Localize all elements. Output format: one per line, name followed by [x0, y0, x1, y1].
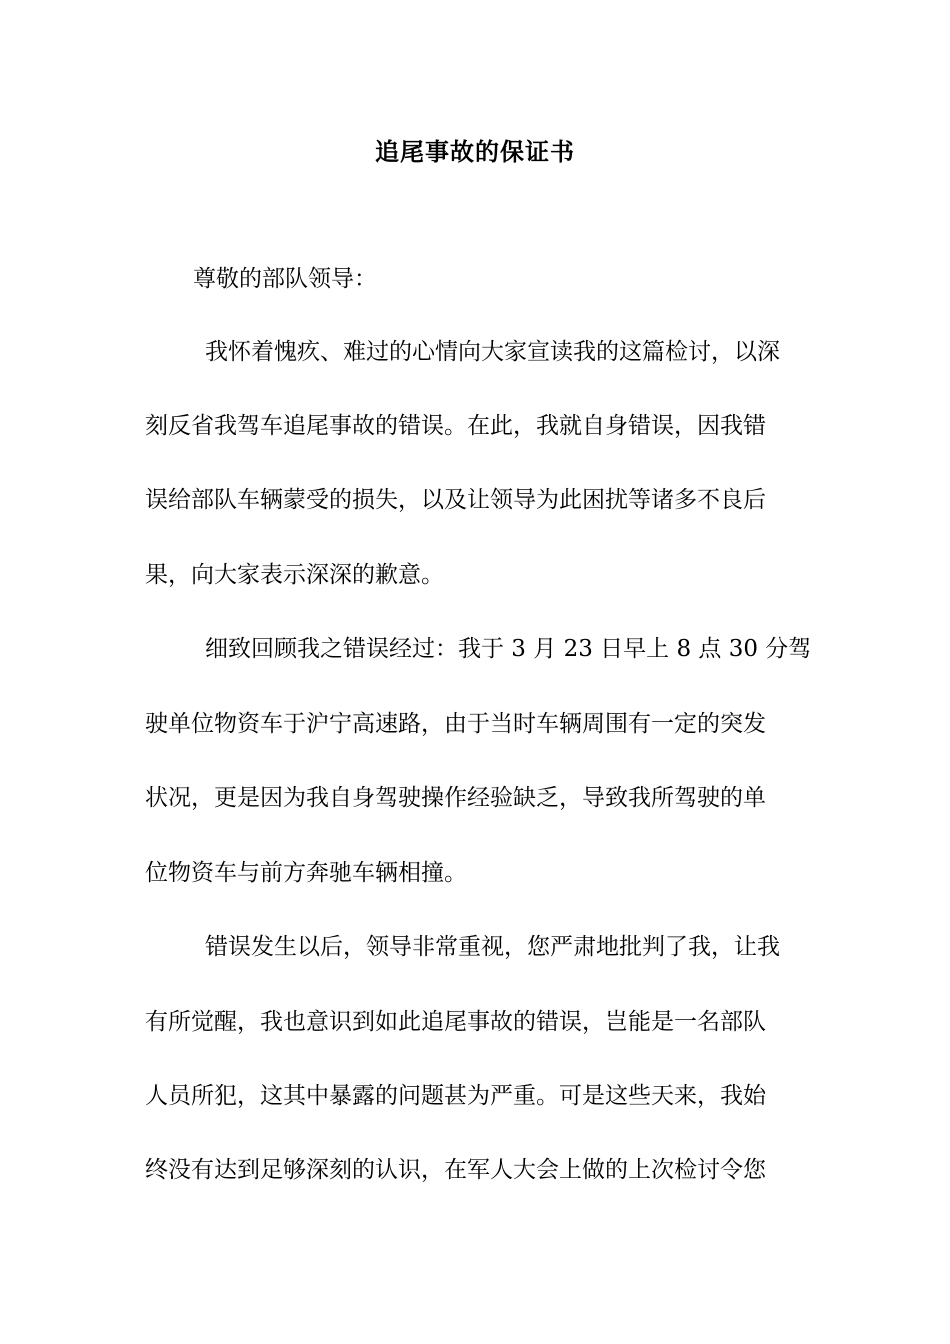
body-line: 误给部队车辆蒙受的损失，以及让领导为此困扰等诸多不良后 — [145, 487, 766, 513]
body-line: 刻反省我驾车追尾事故的错误。在此，我就自身错误，因我错 — [145, 413, 766, 439]
body-line: 人员所犯，这其中暴露的问题甚为严重。可是这些天来，我始 — [145, 1083, 766, 1109]
document-title: 追尾事故的保证书 — [375, 137, 575, 166]
body-line: 有所觉醒，我也意识到如此追尾事故的错误，岂能是一名部队 — [145, 1009, 766, 1035]
body-line: 驶单位物资车于沪宁高速路，由于当时车辆周围有一定的突发 — [145, 711, 766, 737]
body-line: 位物资车与前方奔驰车辆相撞。 — [145, 860, 467, 886]
body-line: 果，向大家表示深深的歉意。 — [145, 562, 444, 588]
body-line: 错误发生以后，领导非常重视，您严肃地批判了我，让我 — [205, 934, 780, 960]
body-line: 终没有达到足够深刻的认识，在军人大会上做的上次检讨令您 — [145, 1157, 766, 1183]
body-line: 我怀着愧疚、难过的心情向大家宣读我的这篇检讨，以深 — [205, 339, 780, 365]
body-line: 细致回顾我之错误经过：我于 3 月 23 日早上 8 点 30 分驾 — [205, 636, 812, 662]
salutation-line: 尊敬的部队领导： — [193, 266, 377, 292]
body-line: 状况，更是因为我自身驾驶操作经验缺乏，导致我所驾驶的单 — [145, 785, 766, 811]
